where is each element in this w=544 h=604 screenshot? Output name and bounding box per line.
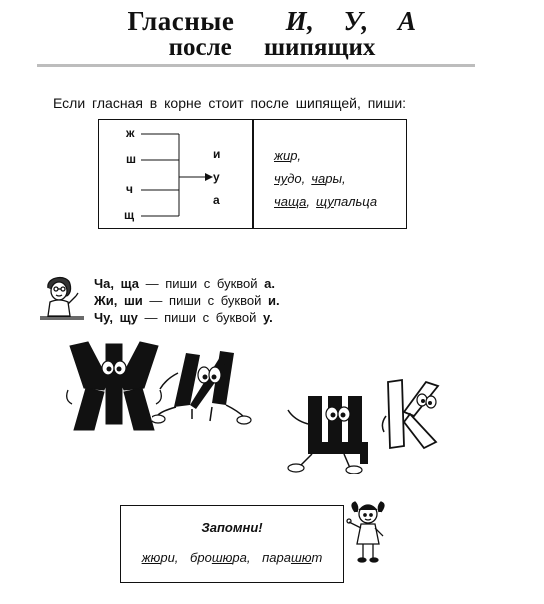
table-divider	[252, 120, 254, 228]
title-letter-i: И,	[285, 6, 315, 36]
mini-rule-cha-shcha: Ча, ща — пиши с буквой а.	[94, 276, 275, 291]
vowel-a: а	[213, 193, 220, 207]
page-title-line-1	[0, 6, 544, 37]
memo-words: жюри, брошюра, парашют	[141, 550, 323, 565]
letter-i-character-icon	[152, 345, 252, 427]
title-word-sibilants: шипящих	[263, 34, 376, 61]
consonant-ch: ч	[126, 182, 133, 196]
letter-zh-character-icon	[64, 338, 164, 438]
consonant-zh: ж	[126, 126, 135, 140]
consonant-sh: ш	[126, 152, 137, 166]
title-word: Гласные	[127, 6, 235, 36]
title-divider	[37, 64, 475, 67]
title-letter-a: А	[398, 6, 417, 36]
example-row: чаща, щупальца	[274, 194, 378, 209]
mini-rule-chu-shchu: Чу, щу — пиши с буквой у.	[94, 310, 273, 325]
example-row: чудо, чары,	[274, 171, 346, 186]
page-title-line-2	[0, 34, 544, 62]
memo-box	[120, 505, 344, 583]
title-word-after: после	[168, 34, 232, 61]
teacher-icon	[38, 272, 86, 324]
example-row: жир,	[274, 148, 302, 163]
rule-sentence: Если гласная в корне стоит после шипящей, пиши:	[53, 95, 407, 111]
letter-shch-character-icon	[282, 384, 382, 474]
mini-rule-zhi-shi: Жи, ши — пиши с буквой и.	[94, 293, 280, 308]
title-letter-u: У,	[343, 6, 369, 36]
memo-title: Запомни!	[201, 520, 263, 535]
arrow-icon	[205, 173, 213, 181]
connector-lines	[99, 120, 252, 228]
letter-k-character-icon	[380, 376, 450, 456]
vowel-u: у	[213, 170, 220, 184]
girl-icon	[345, 498, 391, 568]
vowel-i: и	[213, 147, 221, 161]
consonant-shch: щ	[124, 208, 135, 222]
rule-table	[98, 119, 407, 229]
